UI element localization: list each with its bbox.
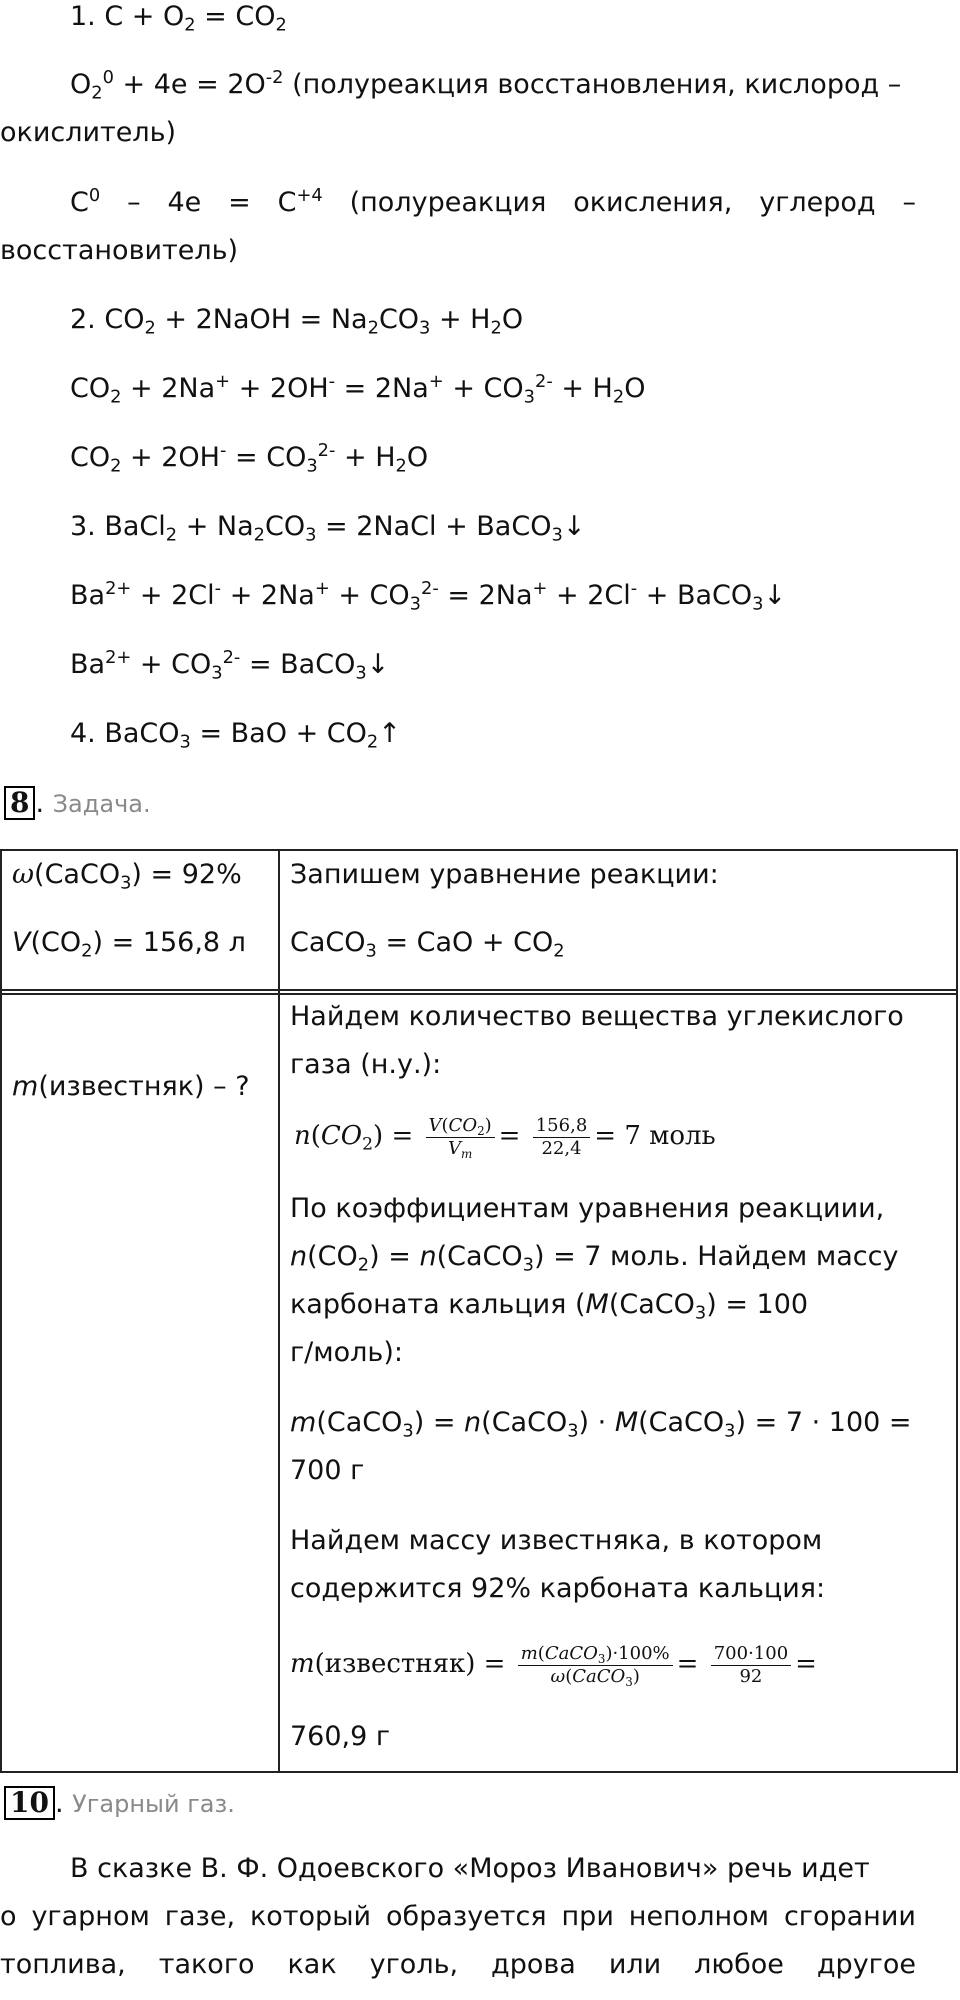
given-omega: ω(CaCO$_3$) = 92% [12,859,242,894]
half-reaction-oxidation: $C^0$ – 4e = $C^{+4}$ (полуреакция окисления, углерод – [70,185,916,218]
given-volume: $V(CO_2) = 156,8$ л [12,927,246,962]
reaction-4: 4. BaCO$_3$ = BaO + $CO_2↑$ [70,718,401,753]
solution-step-3c: карбоната кальция (M(CaCO$_3$) = 100 [290,1289,809,1324]
solution-mass-calc: m(CaCO$_3$) = n(CaCO$_3$) · M(CaCO$_3$) = 7 · 100 = [290,1407,912,1442]
solution-equation: CaCO$_3$ = CaO + $CO_2$ [290,927,565,962]
solution-step-2b: газа (н.у.): [290,1049,442,1080]
formula-moles: $n(CO_2)$ = $\frac{V(CO_2)}{V_m}$ = $\frac{156,8}{22,4}$ = 7 моль [294,1114,716,1161]
solution-step-3b: $n(CO_2)$ = n(CaCO$_3$) = 7 моль. Найдем массу [290,1241,899,1276]
table-divider [278,991,280,1773]
solution-step-4a: Найдем массу известняка, в котором [290,1525,823,1556]
paragraph-line-1: В сказке В. Ф. Одоевского «Мороз Иванович» речь идет [70,1853,870,1884]
table-row-separator [0,993,958,995]
paragraph-line-2: о угарном газе, который образуется при неполном сгорании [0,1901,916,1932]
table-divider [278,849,280,991]
reaction-3-ionic-full: $Ba^{2+} + 2Cl^- + 2Na^+ + CO_3^{2-} = 2Na^+ + 2Cl^-$ + BaCO$_3$↓ [70,578,787,615]
reaction-2-ionic-full: $CO_2 + 2Na^+ + 2OH^- = 2Na^+ + CO_3^{2-} + H_2O$ [70,371,646,408]
task-8-header: 8 . Задача. [4,786,151,821]
reaction-2: 2. $CO_2$ + 2NaOH = $Na_2CO_3 + H_2O$ [70,304,524,339]
reaction-3-ionic-short: $Ba^{2+} + CO_3^{2-}$ = BaCO$_3$↓ [70,647,390,684]
solution-step-3d: г/моль): [290,1337,403,1368]
half-reaction-reduction: $O_2^0 + 4e = 2O^{-2}$ (полуреакция восстановления, кислород – [70,67,902,104]
solution-step-2a: Найдем количество вещества углекислого [290,1001,904,1032]
task-8-title: Задача. [52,790,151,818]
reaction-3: 3. BaCl$_2$ + $Na_2CO_3$ = 2NaCl + BaCO$_3$↓ [70,511,586,546]
solution-step-1: Запишем уравнение реакции: [290,859,719,890]
solution-step-3a: По коэффициентам уравнения реакциии, [290,1193,885,1224]
task-10-title: Угарный газ. [72,1790,235,1818]
reaction-1: 1. $C + O_2 = CO_2$ [70,1,287,36]
reaction-2-ionic-short: $CO_2 + 2OH^- = CO_3^{2-} + H_2O$ [70,440,429,477]
find-mass: m(известняк) – ? [12,1071,250,1102]
task-8-number: 8 [4,786,35,820]
paragraph-line-3: топлива, такого как уголь, дрова или любое другое [0,1949,916,1980]
half-reaction-oxidation-cont: восстановитель) [0,235,239,266]
table-row-separator [0,989,958,991]
task-10-header: 10 . Угарный газ. [4,1786,235,1821]
solution-mass-result: 700 г [290,1455,365,1486]
formula-limestone-mass: m(известняк) = $\frac{m(CaCO_3)\cdot 100\%}{\omega(CaCO_3)}$ = $\frac{700\cdot 100}{92}$ = [290,1642,817,1689]
solution-step-4b: содержится 92% карбоната кальция: [290,1573,826,1604]
half-reaction-reduction-cont: окислитель) [0,117,177,148]
solution-final-answer: 760,9 г [290,1721,391,1752]
task-10-number: 10 [4,1786,55,1820]
